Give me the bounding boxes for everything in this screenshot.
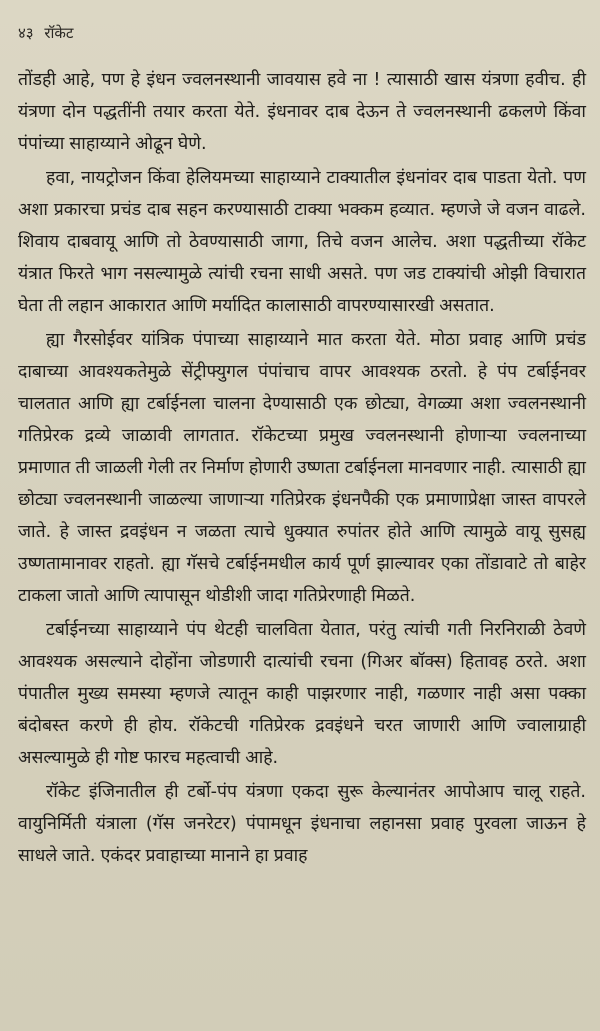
body-text [18, 64, 586, 872]
page-number: ४३ [18, 24, 34, 42]
paragraph-5: रॉकेट इंजिनातील ही टर्बो-पंप यंत्रणा एकदा सुरू केल्यानंतर आपोआप चालू राहते. वायुनिर्मिती यंत्राला (गॅस जनरेटर) पंपामधून इंधनाचा लहानसा प्रवाह पुरवला जाऊन हे साधले जाते. एकंदर प्रवाहाच्या मानाने हा प्रवाह [18, 782, 586, 866]
paragraph-4: टर्बाईनच्या साहाय्याने पंप थेटही चालविता येतात, परंतु त्यांची गती निरनिराळी ठेवणे आवश्यक असल्याने दोहोंना जोडणारी दात्यांची रचना (गिअर बॉक्स) हितावह ठरते. अशा पंपातील मुख्य समस्या म्हणजे त्यातून काही पाझरणार नाही, गळणार नाही असा पक्का बंदोबस्त करणे ही होय. रॉकेटची गतिप्रेरक द्रवइंधने चरत जाणारी आणि ज्वालाग्राही असल्यामुळे ही गोष्ट फारच महत्वाची आहे. [18, 620, 586, 768]
paragraph-2: हवा, नायट्रोजन किंवा हेलियमच्या साहाय्याने टाक्यातील इंधनांवर दाब पाडता येतो. पण अशा प्रकारचा प्रचंड दाब सहन करण्यासाठी टाक्या भक्कम हव्यात. म्हणजे जे वजन वाढले. शिवाय दाबवायू आणि तो ठेवण्यासाठी जागा, तिचे वजन आलेच. अशा पद्धतीच्या रॉकेट यंत्रात फिरते भाग नसल्यामुळे त्यांची रचना साधी असते. पण जड टाक्यांची ओझी विचारात घेता ती लहान आकारात आणि मर्यादित कालासाठी वापरण्यासारखी असतात. [18, 168, 586, 316]
paragraph-1: तोंडही आहे, पण हे इंधन ज्वलनस्थानी जावयास हवे ना ! त्यासाठी खास यंत्रणा हवीच. ही यंत्रणा दोन पद्धतींनी तयार करता येते. इंधनावर दाब देऊन ते ज्वलनस्थानी ढकलणे किंवा पंपांच्या साहाय्याने ओढून घेणे. [18, 70, 586, 154]
running-title: रॉकेट [44, 24, 74, 42]
page-header [18, 22, 586, 44]
paragraph-3: ह्या गैरसोईवर यांत्रिक पंपाच्या साहाय्याने मात करता येते. मोठा प्रवाह आणि प्रचंड दाबाच्या आवश्यकतेमुळे सेंट्रीफ्युगल पंपांचाच वापर आवश्यक ठरतो. हे पंप टर्बाईनवर चालतात आणि ह्या टर्बाईनला चालना देण्यासाठी एक छोट्या, वेगळ्या अशा ज्वलनस्थानी गतिप्रेरक द्रव्ये जाळावी लागतात. रॉकेटच्या प्रमुख ज्वलनस्थानी होणाऱ्या ज्वलनाच्या प्रमाणात ती जाळली गेली तर निर्माण होणारी उष्णता टर्बाईनला मानवणार नाही. त्यासाठी ह्या छोट्या ज्वलनस्थानी जाळल्या जाणाऱ्या गतिप्रेरक इंधनपैकी एक प्रमाणाप्रेक्षा जास्त वापरले जाते. हे जास्त द्रवइंधन न जळता त्याचे धुक्यात रुपांतर होते आणि त्यामुळे वायू सुसह्य उष्णतामानावर राहतो. ह्या गॅसचे टर्बाईनमधील कार्य पूर्ण झाल्यावर एका तोंडावाटे तो बाहेर टाकला जातो आणि त्यापासून थोडीशी जादा गतिप्रेरणाही मिळते. [18, 330, 586, 606]
